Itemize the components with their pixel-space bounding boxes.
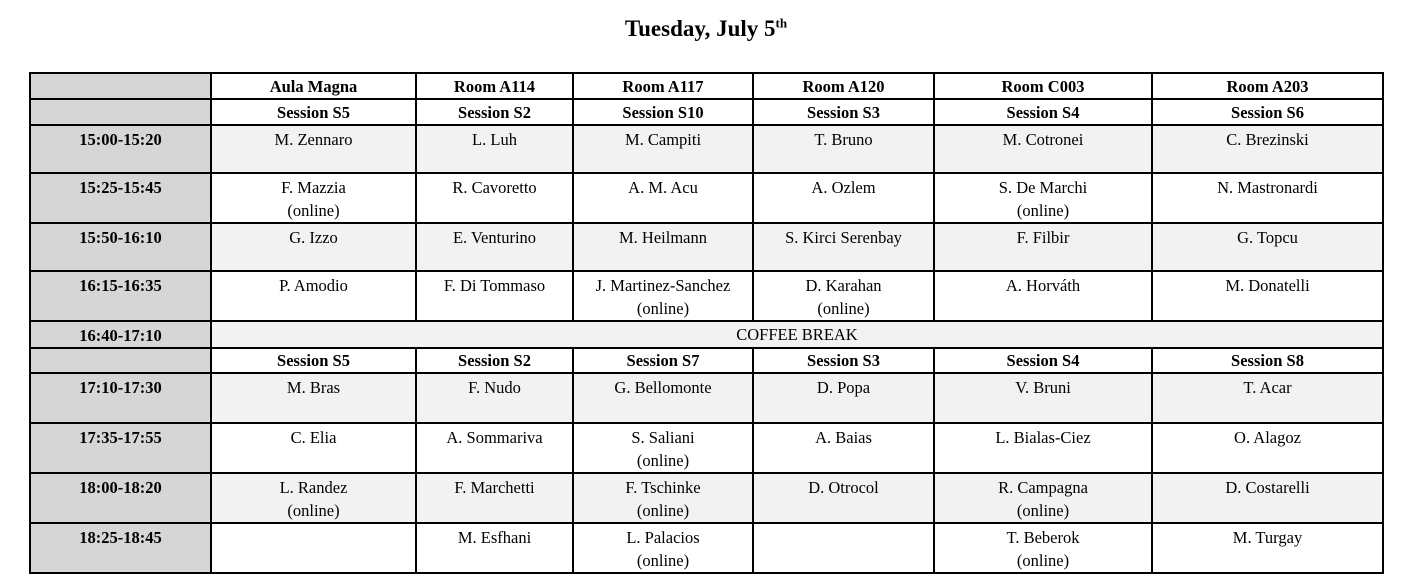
session-header-row-cell: Session S3 <box>753 99 934 125</box>
speaker-name: A. Ozlem <box>811 178 876 197</box>
room-header-row-cell: Room C003 <box>934 73 1152 99</box>
speaker-name: A. Baias <box>815 428 872 447</box>
talk-cell <box>934 173 1152 223</box>
online-note: (online) <box>636 551 690 570</box>
talk-cell <box>753 423 934 473</box>
talk-cell <box>753 125 934 173</box>
speaker-name: D. Karahan <box>805 276 882 295</box>
online-note: (online) <box>1016 201 1070 220</box>
online-note: (online) <box>636 451 690 470</box>
speaker-name: P. Amodio <box>279 276 348 295</box>
session-header-row <box>30 348 1383 373</box>
talk-cell <box>416 473 573 523</box>
room-header-row-cell: Room A120 <box>753 73 934 99</box>
schedule-table <box>29 72 1384 574</box>
talk-cell <box>573 373 753 423</box>
time-slot-empty <box>30 73 211 99</box>
schedule-row <box>30 125 1383 173</box>
talk-cell <box>1152 373 1383 423</box>
time-slot: 18:25-18:45 <box>30 523 211 573</box>
talk-cell <box>416 223 573 271</box>
talk-cell <box>1152 271 1383 321</box>
talk-cell <box>1152 523 1383 573</box>
room-header-row-cell: Room A117 <box>573 73 753 99</box>
talk-cell <box>573 271 753 321</box>
talk-cell <box>211 473 416 523</box>
talk-cell <box>934 373 1152 423</box>
talk-cell <box>211 271 416 321</box>
speaker-name: D. Costarelli <box>1225 478 1310 497</box>
speaker-name: D. Popa <box>816 378 871 397</box>
time-slot: 15:50-16:10 <box>30 223 211 271</box>
session-header-row-cell: Session S4 <box>934 99 1152 125</box>
session-header-row-cell: Session S7 <box>573 348 753 373</box>
schedule-row <box>30 223 1383 271</box>
session-header-row-cell: Session S6 <box>1152 99 1383 125</box>
schedule-row <box>30 173 1383 223</box>
speaker-name: M. Campiti <box>624 130 702 149</box>
speaker-name: F. Tschinke <box>625 478 701 497</box>
speaker-name: A. Horváth <box>1005 276 1081 295</box>
schedule-body <box>30 73 1383 573</box>
speaker-name: C. Elia <box>290 428 337 447</box>
coffee-break-row <box>30 321 1383 348</box>
talk-cell <box>753 173 934 223</box>
room-header-row <box>30 73 1383 99</box>
speaker-name: L. Bialas-Ciez <box>995 428 1091 447</box>
session-header-row-cell: Session S10 <box>573 99 753 125</box>
talk-cell <box>934 523 1152 573</box>
talk-cell <box>416 271 573 321</box>
talk-cell <box>416 373 573 423</box>
online-note: (online) <box>817 299 870 318</box>
room-header-row-cell: Room A114 <box>416 73 573 99</box>
talk-cell <box>416 125 573 173</box>
speaker-name: M. Heilmann <box>619 228 707 247</box>
speaker-name: N. Mastronardi <box>1217 178 1318 197</box>
time-slot: 17:35-17:55 <box>30 423 211 473</box>
speaker-name: R. Campagna <box>998 478 1088 497</box>
speaker-name: F. Nudo <box>468 378 521 397</box>
room-header-row-cell: Aula Magna <box>211 73 416 99</box>
schedule-row <box>30 271 1383 321</box>
talk-cell <box>211 373 416 423</box>
speaker-name: T. Bruno <box>814 130 873 149</box>
talk-cell <box>934 223 1152 271</box>
speaker-name: F. Marchetti <box>454 478 535 497</box>
talk-cell <box>1152 223 1383 271</box>
speaker-name: E. Venturino <box>452 228 537 247</box>
online-note: (online) <box>287 501 340 520</box>
talk-cell <box>416 523 573 573</box>
speaker-name: S. Kirci Serenbay <box>785 228 902 247</box>
session-header-row-cell: Session S2 <box>416 99 573 125</box>
speaker-name: S. De Marchi <box>998 178 1088 197</box>
speaker-name: A. Sommariva <box>446 428 543 447</box>
talk-cell <box>211 125 416 173</box>
talk-cell <box>211 173 416 223</box>
speaker-name: G. Izzo <box>289 228 338 247</box>
speaker-name: F. Filbir <box>1016 228 1070 247</box>
talk-cell <box>1152 173 1383 223</box>
talk-cell <box>416 423 573 473</box>
talk-cell <box>573 473 753 523</box>
talk-cell <box>934 423 1152 473</box>
speaker-name: D. Otrocol <box>808 478 879 497</box>
speaker-name: M. Donatelli <box>1225 276 1310 295</box>
talk-cell <box>753 473 934 523</box>
speaker-name: M. Zennaro <box>274 130 353 149</box>
speaker-name: L. Luh <box>472 130 517 149</box>
schedule-row <box>30 523 1383 573</box>
session-header-row-cell: Session S2 <box>416 348 573 373</box>
speaker-name: M. Turgay <box>1232 528 1303 547</box>
talk-cell <box>934 125 1152 173</box>
schedule-row <box>30 373 1383 423</box>
session-header-row-cell: Session S5 <box>211 99 416 125</box>
speaker-name: M. Esfhani <box>457 528 532 547</box>
speaker-name: T. Acar <box>1243 378 1292 397</box>
session-header-row-cell: Session S5 <box>211 348 416 373</box>
speaker-name: T. Beberok <box>1006 528 1080 547</box>
online-note: (online) <box>636 501 690 520</box>
session-header-row-cell: Session S3 <box>753 348 934 373</box>
room-header-row-cell: Room A203 <box>1152 73 1383 99</box>
title-superscript: th <box>775 15 788 31</box>
talk-cell <box>753 523 934 573</box>
speaker-name: C. Brezinski <box>1226 130 1309 149</box>
talk-cell <box>211 223 416 271</box>
online-note: (online) <box>636 299 690 318</box>
speaker-name: G. Bellomonte <box>614 378 712 397</box>
speaker-name: F. Di Tommaso <box>443 276 546 295</box>
page-title <box>0 14 1402 44</box>
speaker-name: L. Randez <box>279 478 348 497</box>
talk-cell <box>753 271 934 321</box>
talk-cell <box>573 173 753 223</box>
time-slot: 16:15-16:35 <box>30 271 211 321</box>
speaker-name: J. Martinez-Sanchez <box>595 276 731 295</box>
schedule-row <box>30 423 1383 473</box>
time-slot: 17:10-17:30 <box>30 373 211 423</box>
time-slot: 15:25-15:45 <box>30 173 211 223</box>
talk-cell <box>753 373 934 423</box>
time-slot: 18:00-18:20 <box>30 473 211 523</box>
talk-cell <box>573 423 753 473</box>
online-note: (online) <box>287 201 340 220</box>
talk-cell <box>1152 125 1383 173</box>
talk-cell <box>573 223 753 271</box>
talk-cell <box>416 173 573 223</box>
speaker-name: A. M. Acu <box>628 178 698 197</box>
schedule-row <box>30 473 1383 523</box>
session-header-row-cell: Session S4 <box>934 348 1152 373</box>
session-header-row <box>30 99 1383 125</box>
talk-cell <box>934 271 1152 321</box>
time-slot: 15:00-15:20 <box>30 125 211 173</box>
title-text: Tuesday, July 5 <box>624 16 776 41</box>
time-slot: 16:40-17:10 <box>30 321 211 348</box>
session-header-row-cell: Session S8 <box>1152 348 1383 373</box>
talk-cell <box>211 423 416 473</box>
speaker-name: S. Saliani <box>631 428 695 447</box>
speaker-name: M. Cotronei <box>1002 130 1084 149</box>
talk-cell <box>211 523 416 573</box>
talk-cell <box>934 473 1152 523</box>
talk-cell <box>1152 473 1383 523</box>
talk-cell <box>753 223 934 271</box>
online-note: (online) <box>1016 551 1070 570</box>
talk-cell <box>573 523 753 573</box>
speaker-name: F. Mazzia <box>281 178 346 197</box>
online-note: (online) <box>1016 501 1070 520</box>
speaker-name: G. Topcu <box>1237 228 1298 247</box>
speaker-name: L. Palacios <box>626 528 700 547</box>
talk-cell <box>573 125 753 173</box>
talk-cell <box>1152 423 1383 473</box>
speaker-name: O. Alagoz <box>1234 428 1301 447</box>
coffee-break-label: COFFEE BREAK <box>211 321 1383 348</box>
speaker-name: V. Bruni <box>1015 378 1071 397</box>
time-slot-empty <box>30 348 211 373</box>
speaker-name: M. Bras <box>286 378 341 397</box>
speaker-name: R. Cavoretto <box>452 178 537 197</box>
time-slot-empty <box>30 99 211 125</box>
